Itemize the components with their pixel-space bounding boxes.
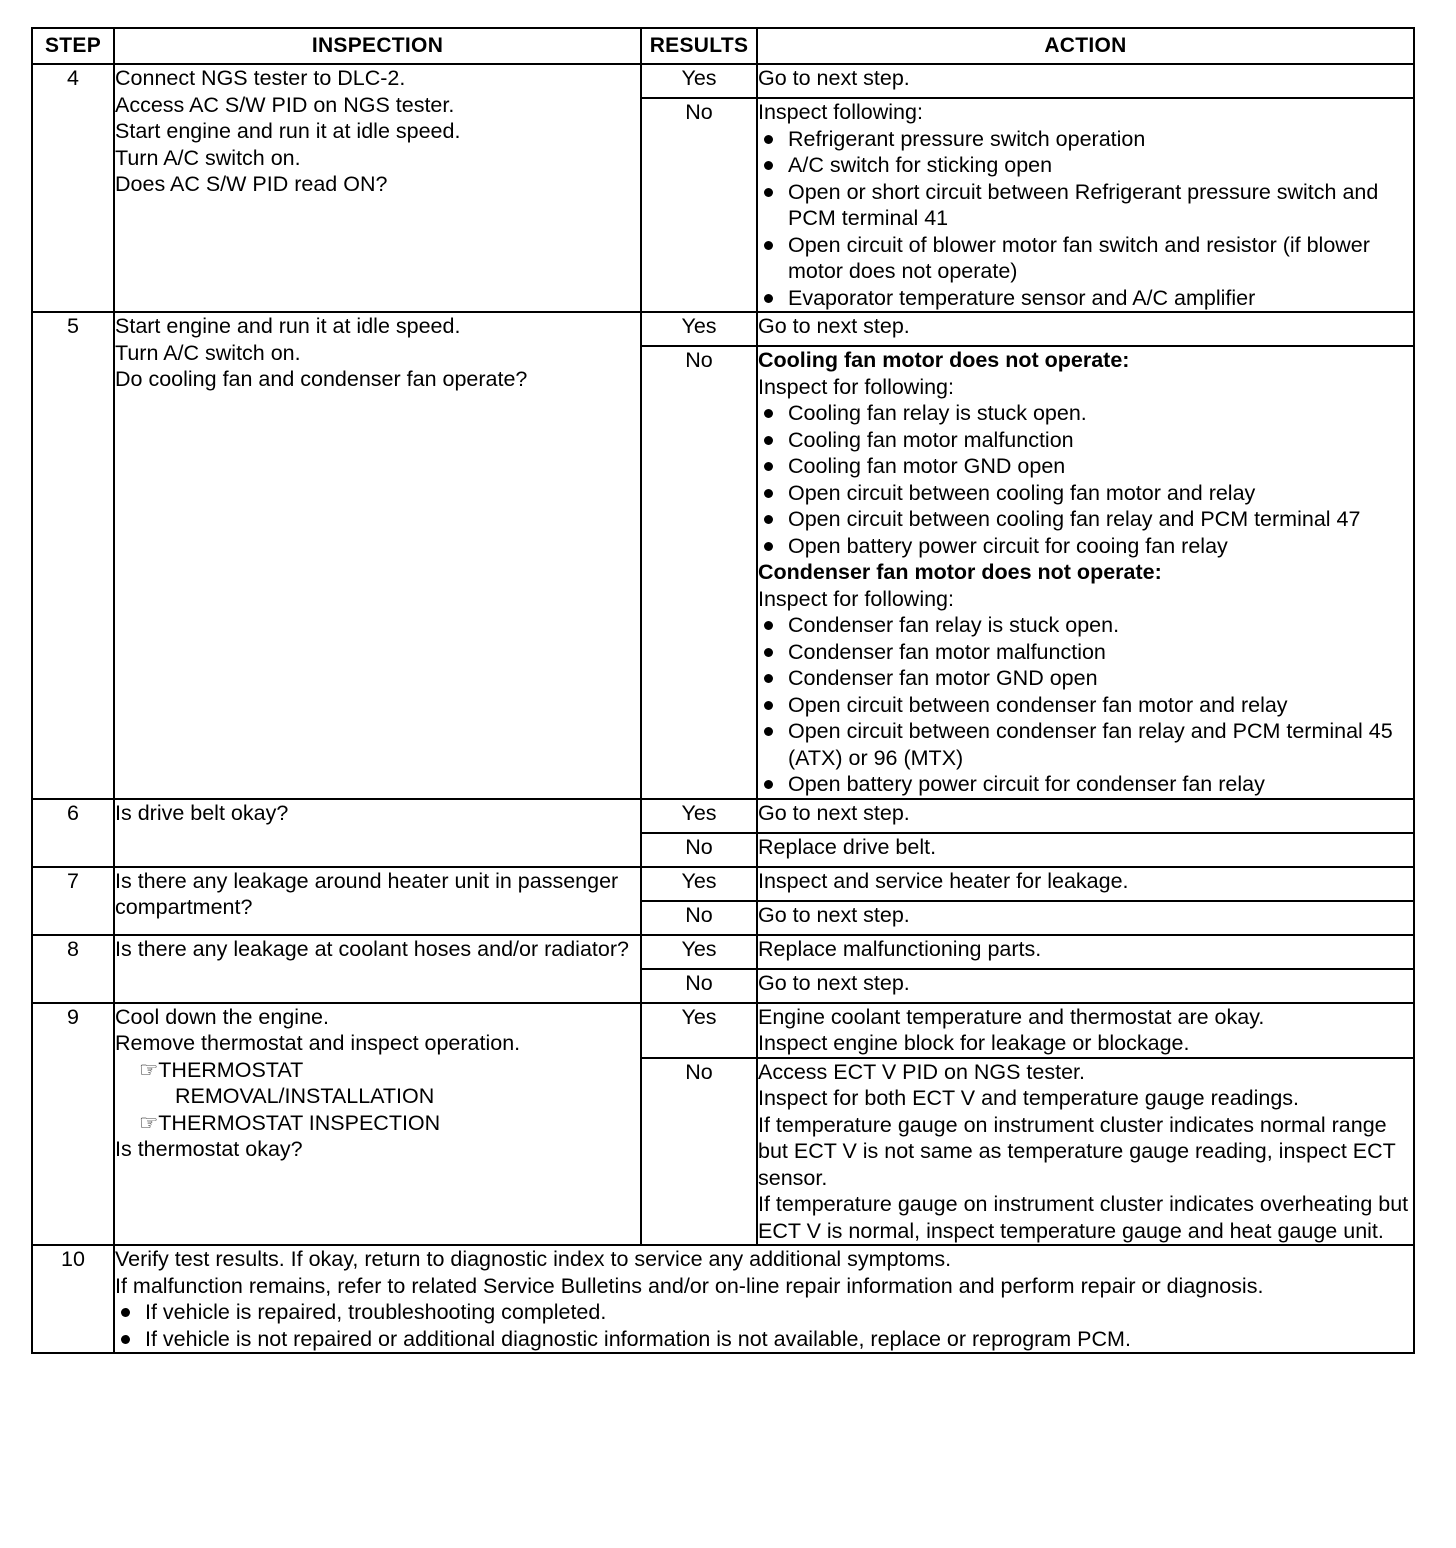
step-number: 5 [32, 312, 114, 799]
action-no [757, 1058, 1414, 1246]
step-number: 6 [32, 799, 114, 867]
bullet-item: A/C switch for sticking open [758, 152, 1413, 179]
action-yes: Go to next step. [757, 312, 1414, 346]
inspection-header: INSPECTION [114, 28, 641, 64]
action-no [757, 346, 1414, 799]
bullet-item: If vehicle is not repaired or additional diagnostic information is not available, replace or reprogram PCM. [115, 1326, 1413, 1353]
action-line: Inspect engine block for leakage or blockage. [758, 1031, 1190, 1055]
header-row [32, 28, 1414, 64]
bullet-item: Open battery power circuit for cooing fan relay [758, 533, 1413, 560]
inspection-line: Connect NGS tester to DLC-2. [115, 66, 406, 90]
step-10-row [32, 1245, 1414, 1353]
bullet-item: Cooling fan motor malfunction [758, 427, 1413, 454]
bullet-list [758, 126, 1413, 312]
step-5-inspection [114, 312, 641, 799]
action-no: Go to next step. [757, 969, 1414, 1003]
step-8-yes-row [32, 935, 1414, 969]
action-line: Access ECT V PID on NGS tester. [758, 1059, 1085, 1084]
action-line: Inspect for both ECT V and temperature gauge readings. [758, 1086, 1300, 1110]
action-line: If temperature gauge on instrument cluster indicates overheating but ECT V is normal, inspect temperature gauge and heat gauge unit. [758, 1192, 1415, 1243]
result-no: No [641, 833, 757, 867]
step-10-content [114, 1245, 1414, 1353]
inspection-line: Turn A/C switch on. [115, 340, 301, 365]
reference-text: THERMOSTAT INSPECTION [158, 1110, 441, 1135]
bullet-item: Open circuit between condenser fan motor and relay [758, 692, 1413, 719]
result-yes: Yes [641, 799, 757, 833]
step-7-inspection: Is there any leakage around heater unit in passenger compartment? [114, 867, 641, 935]
action-no [757, 98, 1414, 312]
bullet-item: Open circuit of blower motor fan switch and resistor (if blower motor does not operate) [758, 232, 1413, 285]
group-heading: Condenser fan motor does not operate: [758, 560, 1162, 584]
bullet-list [115, 1299, 1413, 1352]
step-4-yes-row [32, 64, 1414, 98]
result-yes: Yes [641, 867, 757, 901]
action-yes: Go to next step. [757, 799, 1414, 833]
step-6-yes-row [32, 799, 1414, 833]
bullet-item: Open circuit between cooling fan motor and relay [758, 480, 1413, 507]
bullet-item: Cooling fan relay is stuck open. [758, 400, 1413, 427]
bullet-item: Condenser fan relay is stuck open. [758, 612, 1413, 639]
action-intro: Inspect for following: [758, 374, 954, 399]
step-5-yes-row [32, 312, 1414, 346]
inspection-line: Access AC S/W PID on NGS tester. [115, 92, 455, 117]
action-intro: Inspect following: [758, 100, 923, 124]
bullet-list [758, 612, 1413, 798]
action-header: ACTION [757, 28, 1414, 64]
inspection-line: Turn A/C switch on. [115, 145, 301, 170]
action-line: If temperature gauge on instrument cluster indicates normal range but ECT V is not same as temperature gauge reading, inspect ECT sensor. [758, 1112, 1402, 1190]
action-yes [757, 1003, 1414, 1058]
reference-link-inspection[interactable] [115, 1110, 640, 1137]
inspection-question: Is thermostat okay? [115, 1137, 303, 1161]
action-yes: Replace malfunctioning parts. [757, 935, 1414, 969]
result-no: No [641, 901, 757, 935]
result-yes: Yes [641, 935, 757, 969]
bullet-item: If vehicle is repaired, troubleshooting completed. [115, 1299, 1413, 1326]
action-yes: Go to next step. [757, 64, 1414, 98]
step-number: 8 [32, 935, 114, 1003]
bullet-list [758, 400, 1413, 559]
bullet-item: Open or short circuit between Refrigerant pressure switch and PCM terminal 41 [758, 179, 1413, 232]
inspection-line: Do cooling fan and condenser fan operate? [115, 367, 528, 391]
reference-continuation[interactable]: REMOVAL/INSTALLATION [175, 1084, 435, 1108]
pointing-hand-icon: ☞ [139, 1057, 159, 1082]
reference-link-removal[interactable] [115, 1057, 640, 1084]
bullet-item: Evaporator temperature sensor and A/C amplifier [758, 285, 1413, 312]
bullet-item: Condenser fan motor malfunction [758, 639, 1413, 666]
step-header: STEP [32, 28, 114, 64]
action-yes: Inspect and service heater for leakage. [757, 867, 1414, 901]
step-9-yes-row [32, 1003, 1414, 1058]
bullet-item: Refrigerant pressure switch operation [758, 126, 1413, 153]
step-4-inspection [114, 64, 641, 312]
result-yes: Yes [641, 64, 757, 98]
action-intro: Inspect for following: [758, 586, 954, 611]
reference-text: THERMOSTAT [158, 1057, 304, 1082]
inspection-line: Start engine and run it at idle speed. [115, 119, 461, 143]
step-6-inspection: Is drive belt okay? [114, 799, 641, 867]
results-header: RESULTS [641, 28, 757, 64]
content-line: Verify test results. If okay, return to diagnostic index to service any additional symptoms. [115, 1247, 952, 1271]
inspection-line: Does AC S/W PID read ON? [115, 172, 388, 196]
result-no: No [641, 969, 757, 1003]
inspection-line: Start engine and run it at idle speed. [115, 314, 461, 338]
step-7-yes-row [32, 867, 1414, 901]
bullet-item: Open battery power circuit for condenser fan relay [758, 771, 1413, 798]
step-number: 9 [32, 1003, 114, 1246]
step-number: 4 [32, 64, 114, 312]
diagnostic-table [31, 27, 1415, 1354]
result-no: No [641, 346, 757, 799]
result-yes: Yes [641, 1003, 757, 1058]
step-number: 7 [32, 867, 114, 935]
inspection-line: Remove thermostat and inspect operation. [115, 1031, 521, 1055]
step-8-inspection: Is there any leakage at coolant hoses and/or radiator? [114, 935, 641, 1003]
inspection-line: Cool down the engine. [115, 1004, 329, 1029]
action-no: Go to next step. [757, 901, 1414, 935]
result-no: No [641, 98, 757, 312]
content-line: If malfunction remains, refer to related Service Bulletins and/or on-line repair information and perform repair or diagnosis. [115, 1273, 1264, 1298]
result-yes: Yes [641, 312, 757, 346]
bullet-item: Open circuit between cooling fan relay and PCM terminal 47 [758, 506, 1413, 533]
bullet-item: Cooling fan motor GND open [758, 453, 1413, 480]
step-number: 10 [32, 1245, 114, 1353]
bullet-item: Condenser fan motor GND open [758, 665, 1413, 692]
group-heading: Cooling fan motor does not operate: [758, 348, 1130, 372]
action-line: Engine coolant temperature and thermostat are okay. [758, 1004, 1265, 1029]
pointing-hand-icon: ☞ [139, 1110, 159, 1135]
result-no: No [641, 1058, 757, 1246]
bullet-item: Open circuit between condenser fan relay and PCM terminal 45 (ATX) or 96 (MTX) [758, 718, 1413, 771]
action-no: Replace drive belt. [757, 833, 1414, 867]
step-9-inspection [114, 1003, 641, 1246]
